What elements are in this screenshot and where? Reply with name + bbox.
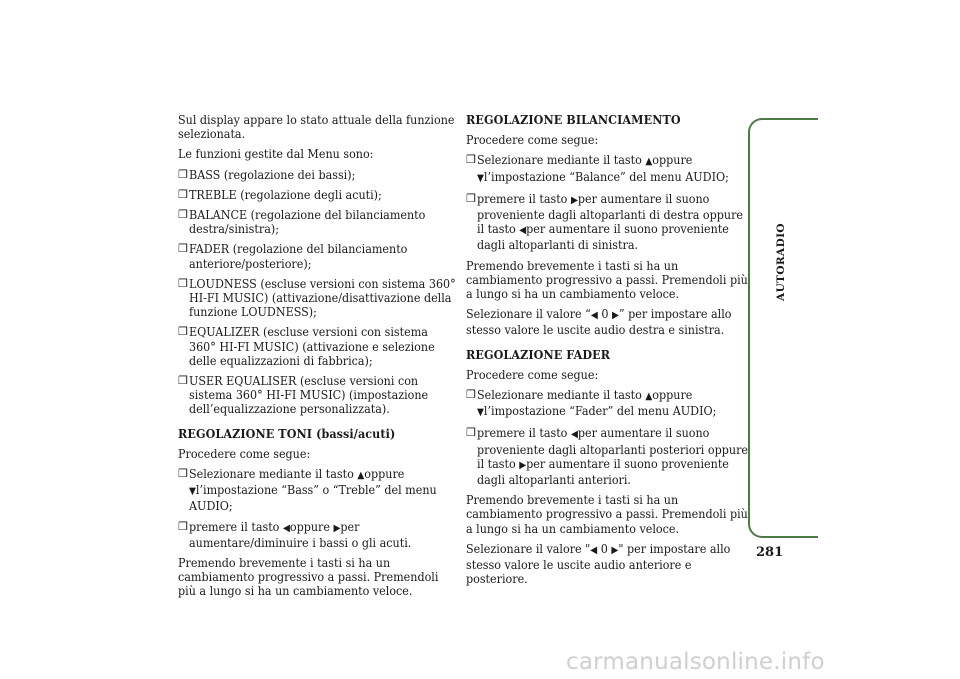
bullet-icon: ❒ [466, 191, 476, 205]
section-heading-toni: REGOLAZIONE TONI (bassi/acuti) [178, 425, 396, 441]
right-arrow-icon: ▶ [570, 194, 578, 206]
step-item: ❒ premere il tasto ▶per aumentare il suono proveniente dagli altoparlanti di destra oppure il tasto ◀per aumentare il suono proveniente dagli altoparlanti di sinistra. [466, 190, 743, 253]
bullet-icon: ❒ [466, 426, 476, 440]
step-item: ❒ premere il tasto ◀oppure ▶per aumentare/diminuire i bassi o gli acuti. [178, 518, 412, 550]
list-intro: Le funzioni gestite dal Menu sono: [178, 146, 374, 162]
left-arrow-icon: ◀ [590, 310, 598, 322]
list-item: ❒ EQUALIZER (escluse versioni con sistema 360° HI-FI MUSIC) (attivazione e selezione delle equalizzazioni di fabbrica); [178, 324, 435, 368]
bullet-icon: ❒ [466, 388, 476, 402]
step-item: ❒ premere il tasto ◀per aumentare il suono proveniente dagli altoparlanti posteriori oppure il tasto ▶per aumentare il suono proveniente dagli altoparlanti anteriori. [466, 425, 748, 488]
down-arrow-icon: ▼ [189, 486, 196, 498]
note-paragraph: Premendo brevemente i tasti si ha un cambiamento progressivo a passi. Premendoli più a lungo si ha un cambiamento veloce. [178, 555, 439, 599]
down-arrow-icon: ▼ [477, 172, 484, 184]
section-heading-bilanciamento: REGOLAZIONE BILANCIAMENTO [466, 112, 681, 127]
down-arrow-icon: ▼ [477, 407, 484, 419]
bullet-icon: ❒ [178, 208, 188, 222]
right-arrow-icon: ▶ [333, 522, 341, 534]
left-arrow-icon: ◀ [570, 429, 578, 441]
right-arrow-icon: ▶ [611, 310, 619, 322]
chapter-tab [748, 118, 818, 538]
left-arrow-icon: ◀ [519, 225, 527, 237]
right-column [466, 113, 748, 592]
bullet-icon: ❒ [178, 242, 188, 256]
section-heading-fader: REGOLAZIONE FADER [466, 346, 611, 362]
note-paragraph: Premendo brevemente i tasti si ha un cambiamento progressivo a passi. Premendoli più a lungo si ha un cambiamento veloce. [466, 492, 748, 536]
bullet-icon: ❒ [466, 153, 476, 167]
left-arrow-icon: ◀ [590, 544, 598, 556]
step-item: ❒ Selezionare mediante il tasto ▲oppure ▼l’impostazione “Fader” del menu AUDIO; [466, 387, 717, 419]
list-item: ❒ LOUDNESS (escluse versioni con sistema 360° HI-FI MUSIC) (attivazione/disattivazione della funzione LOUDNESS); [178, 275, 456, 320]
bullet-icon: ❒ [178, 467, 188, 481]
bullet-icon: ❒ [178, 167, 188, 181]
up-arrow-icon: ▲ [645, 391, 653, 403]
list-item: ❒ BALANCE (regolazione del bilanciamento destra/sinistra); [178, 207, 426, 237]
right-arrow-icon: ▶ [611, 544, 619, 556]
list-item: ❒ USER EQUALISER (escluse versioni con sistema 360° HI-FI MUSIC) (impostazione dell’equalizzazione personalizzata). [178, 373, 429, 417]
note-paragraph: Premendo brevemente i tasti si ha un cambiamento progressivo a passi. Premendoli più a lungo si ha un cambiamento veloce. [466, 257, 748, 302]
bullet-icon: ❒ [178, 276, 188, 290]
zero-value-paragraph: Selezionare il valore “◀ 0 ▶” per impostare allo stesso valore le uscite audio destra e sinistra. [466, 306, 732, 338]
page-number: 281 [756, 545, 784, 560]
zero-value-paragraph: Selezionare il valore "◀ 0 ▶" per impostare allo stesso valore le uscite audio anteriore e posteriore. [466, 540, 731, 587]
up-arrow-icon: ▲ [645, 156, 653, 168]
step-item: ❒ Selezionare mediante il tasto ▲oppure ▼l’impostazione “Balance” del menu AUDIO; [466, 152, 729, 184]
watermark-text: carmanualsonline.info [566, 649, 825, 675]
left-arrow-icon: ◀ [282, 522, 290, 534]
bullet-icon: ❒ [178, 519, 188, 533]
procedure-intro: Procedere come segue: [466, 132, 599, 148]
bullet-icon: ❒ [178, 374, 188, 388]
list-item: ❒ TREBLE (regolazione degli acuti); [178, 186, 382, 202]
procedure-intro: Procedere come segue: [466, 366, 599, 382]
bullet-icon: ❒ [178, 187, 188, 201]
bullet-icon: ❒ [178, 325, 188, 339]
list-item: ❒ BASS (regolazione dei bassi); [178, 166, 356, 182]
up-arrow-icon: ▲ [357, 470, 365, 482]
list-item: ❒ FADER (regolazione del bilanciamento anteriore/posteriore); [178, 241, 408, 271]
step-item: ❒ Selezionare mediante il tasto ▲oppure ▼l’impostazione “Bass” o “Treble” del menu AUDIO; [178, 466, 437, 514]
left-column [178, 113, 456, 605]
intro-paragraph: Sul display appare lo stato attuale della funzione selezionata. [178, 112, 455, 142]
right-arrow-icon: ▶ [519, 459, 527, 471]
procedure-intro: Procedere come segue: [178, 445, 311, 461]
